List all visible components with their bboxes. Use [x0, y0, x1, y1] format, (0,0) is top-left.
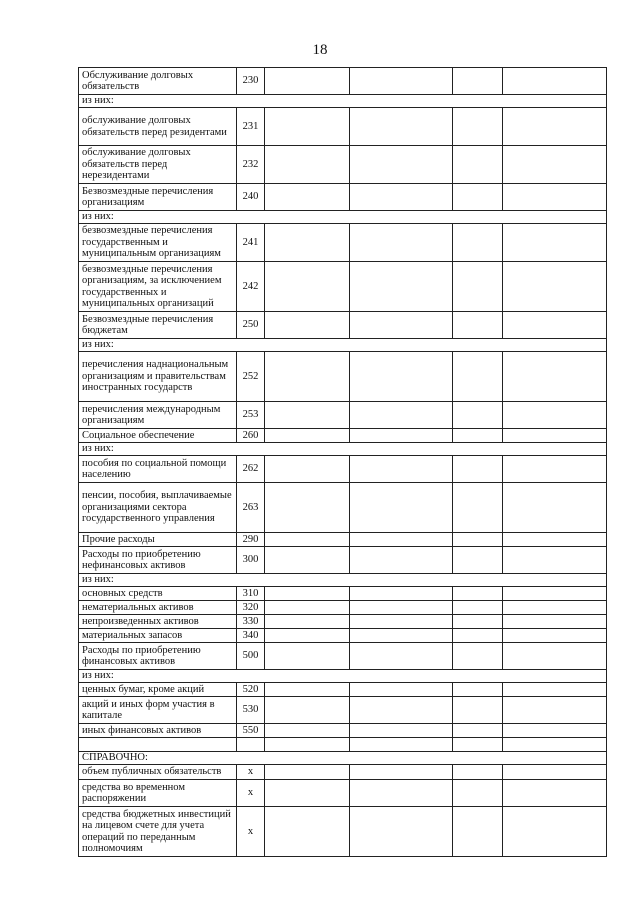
value-cell: [503, 547, 607, 574]
value-cell: [265, 683, 350, 697]
section-subheader-row: [79, 574, 607, 587]
row-code: 253: [237, 402, 265, 429]
table-row: [79, 262, 607, 312]
row-name: пенсии, пособия, выплачиваемые организациями сектора государственного управления: [79, 483, 237, 533]
value-cell: [503, 184, 607, 211]
row-name: безвозмездные перечисления организациям, за исключением государственных и муниципальных организаций: [79, 262, 237, 312]
table-row: [79, 587, 607, 601]
row-name: Прочие расходы: [79, 533, 237, 547]
row-code: 250: [237, 312, 265, 339]
table-row: [79, 601, 607, 615]
row-name: Обслуживание долговых обязательств: [79, 68, 237, 95]
row-code: x: [237, 765, 265, 780]
value-cell: [350, 765, 453, 780]
table-row: [79, 184, 607, 211]
value-cell: [453, 352, 503, 402]
value-cell: [503, 483, 607, 533]
value-cell: [503, 108, 607, 146]
row-subheader: из них:: [79, 443, 607, 456]
value-cell: [350, 601, 453, 615]
value-cell: [453, 533, 503, 547]
value-cell: [265, 429, 350, 443]
value-cell: [265, 533, 350, 547]
row-code: 240: [237, 184, 265, 211]
row-name: нематериальных активов: [79, 601, 237, 615]
value-cell: [503, 402, 607, 429]
row-code: x: [237, 780, 265, 807]
section-subheader-row: [79, 752, 607, 765]
table-body: [79, 68, 607, 857]
page-number: 18: [312, 42, 328, 58]
value-cell: [453, 738, 503, 752]
value-cell: [350, 533, 453, 547]
row-code: 310: [237, 587, 265, 601]
row-subheader: из них:: [79, 211, 607, 224]
row-name: Расходы по приобретению нефинансовых активов: [79, 547, 237, 574]
value-cell: [503, 224, 607, 262]
value-cell: [350, 807, 453, 857]
value-cell: [453, 601, 503, 615]
value-cell: [350, 780, 453, 807]
table-row: [79, 765, 607, 780]
table-row: [79, 807, 607, 857]
section-subheader-row: [79, 95, 607, 108]
value-cell: [503, 697, 607, 724]
table-row: [79, 697, 607, 724]
value-cell: [453, 224, 503, 262]
value-cell: [453, 780, 503, 807]
row-code: 290: [237, 533, 265, 547]
row-code: 530: [237, 697, 265, 724]
row-subheader: из них:: [79, 339, 607, 352]
expenses-table: [78, 67, 607, 857]
section-subheader-row: [79, 339, 607, 352]
row-code: 330: [237, 615, 265, 629]
table-row: [79, 547, 607, 574]
row-name: средства бюджетных инвестиций на лицевом счете для учета операций по переданным полномочиям: [79, 807, 237, 857]
value-cell: [350, 352, 453, 402]
value-cell: [265, 402, 350, 429]
table-row: [79, 533, 607, 547]
value-cell: [453, 68, 503, 95]
value-cell: [503, 312, 607, 339]
row-code: x: [237, 807, 265, 857]
value-cell: [503, 429, 607, 443]
value-cell: [265, 587, 350, 601]
row-code: 262: [237, 456, 265, 483]
row-code: 260: [237, 429, 265, 443]
value-cell: [503, 146, 607, 184]
value-cell: [350, 643, 453, 670]
value-cell: [350, 146, 453, 184]
value-cell: [265, 780, 350, 807]
value-cell: [453, 765, 503, 780]
value-cell: [453, 456, 503, 483]
value-cell: [350, 68, 453, 95]
value-cell: [265, 547, 350, 574]
value-cell: [503, 68, 607, 95]
value-cell: [265, 68, 350, 95]
value-cell: [503, 780, 607, 807]
row-code: 320: [237, 601, 265, 615]
row-code: 252: [237, 352, 265, 402]
table-row: [79, 146, 607, 184]
value-cell: [503, 533, 607, 547]
value-cell: [350, 184, 453, 211]
value-cell: [503, 352, 607, 402]
value-cell: [453, 262, 503, 312]
value-cell: [350, 262, 453, 312]
value-cell: [265, 724, 350, 738]
value-cell: [503, 601, 607, 615]
table-row: [79, 615, 607, 629]
row-code: 231: [237, 108, 265, 146]
value-cell: [350, 683, 453, 697]
row-name: непроизведенных активов: [79, 615, 237, 629]
value-cell: [503, 615, 607, 629]
row-name: безвозмездные перечисления государственным и муниципальным организациям: [79, 224, 237, 262]
value-cell: [453, 643, 503, 670]
row-code: 500: [237, 643, 265, 670]
row-name: Социальное обеспечение: [79, 429, 237, 443]
row-code: 520: [237, 683, 265, 697]
table-row: [79, 429, 607, 443]
value-cell: [350, 312, 453, 339]
value-cell: [453, 724, 503, 738]
value-cell: [453, 429, 503, 443]
value-cell: [350, 429, 453, 443]
value-cell: [503, 587, 607, 601]
row-name: иных финансовых активов: [79, 724, 237, 738]
value-cell: [265, 483, 350, 533]
row-subheader: из них:: [79, 670, 607, 683]
table-row: [79, 643, 607, 670]
value-cell: [453, 807, 503, 857]
row-name: акций и иных форм участия в капитале: [79, 697, 237, 724]
table-row: [79, 68, 607, 95]
row-name: средства во временном распоряжении: [79, 780, 237, 807]
value-cell: [350, 456, 453, 483]
table-row: [79, 402, 607, 429]
value-cell: [503, 456, 607, 483]
value-cell: [350, 108, 453, 146]
value-cell: [503, 643, 607, 670]
table-row: [79, 780, 607, 807]
value-cell: [503, 807, 607, 857]
value-cell: [265, 456, 350, 483]
row-subheader: из них:: [79, 574, 607, 587]
table-row: [79, 724, 607, 738]
row-code: 300: [237, 547, 265, 574]
value-cell: [265, 765, 350, 780]
table-row: [79, 629, 607, 643]
value-cell: [265, 184, 350, 211]
value-cell: [350, 629, 453, 643]
value-cell: [503, 629, 607, 643]
value-cell: [453, 184, 503, 211]
value-cell: [265, 697, 350, 724]
value-cell: [453, 697, 503, 724]
row-name: обслуживание долговых обязательств перед нерезидентами: [79, 146, 237, 184]
row-name: объем публичных обязательств: [79, 765, 237, 780]
row-name: Безвозмездные перечисления организациям: [79, 184, 237, 211]
value-cell: [453, 615, 503, 629]
value-cell: [350, 483, 453, 533]
value-cell: [453, 547, 503, 574]
row-name: перечисления международным организациям: [79, 402, 237, 429]
value-cell: [265, 601, 350, 615]
row-code: 263: [237, 483, 265, 533]
value-cell: [350, 615, 453, 629]
value-cell: [453, 587, 503, 601]
value-cell: [265, 224, 350, 262]
row-name: обслуживание долговых обязательств перед резидентами: [79, 108, 237, 146]
value-cell: [503, 683, 607, 697]
value-cell: [350, 738, 453, 752]
value-cell: [265, 312, 350, 339]
value-cell: [503, 262, 607, 312]
value-cell: [453, 629, 503, 643]
table-row: [79, 738, 607, 752]
value-cell: [350, 547, 453, 574]
value-cell: [503, 724, 607, 738]
value-cell: [350, 724, 453, 738]
table-row: [79, 108, 607, 146]
row-name: [79, 738, 237, 752]
value-cell: [265, 807, 350, 857]
value-cell: [453, 402, 503, 429]
row-code: 340: [237, 629, 265, 643]
row-name: ценных бумаг, кроме акций: [79, 683, 237, 697]
value-cell: [265, 615, 350, 629]
value-cell: [265, 146, 350, 184]
row-code: 230: [237, 68, 265, 95]
value-cell: [453, 483, 503, 533]
table-row: [79, 483, 607, 533]
table-row: [79, 456, 607, 483]
value-cell: [453, 312, 503, 339]
row-name: перечисления наднациональным организациям и правительствам иностранных государств: [79, 352, 237, 402]
value-cell: [350, 587, 453, 601]
section-subheader-row: [79, 211, 607, 224]
row-code: 232: [237, 146, 265, 184]
row-name: материальных запасов: [79, 629, 237, 643]
value-cell: [350, 697, 453, 724]
value-cell: [453, 146, 503, 184]
row-code: 242: [237, 262, 265, 312]
value-cell: [503, 738, 607, 752]
row-subheader: СПРАВОЧНО:: [79, 752, 607, 765]
section-subheader-row: [79, 670, 607, 683]
table-row: [79, 224, 607, 262]
table-row: [79, 352, 607, 402]
value-cell: [265, 352, 350, 402]
value-cell: [265, 108, 350, 146]
section-subheader-row: [79, 443, 607, 456]
table-row: [79, 312, 607, 339]
row-name: пособия по социальной помощи населению: [79, 456, 237, 483]
row-name: основных средств: [79, 587, 237, 601]
row-name: Расходы по приобретению финансовых активов: [79, 643, 237, 670]
row-subheader: из них:: [79, 95, 607, 108]
value-cell: [453, 683, 503, 697]
row-code: [237, 738, 265, 752]
table-row: [79, 683, 607, 697]
value-cell: [453, 108, 503, 146]
value-cell: [265, 262, 350, 312]
value-cell: [350, 224, 453, 262]
value-cell: [265, 738, 350, 752]
row-code: 550: [237, 724, 265, 738]
value-cell: [350, 402, 453, 429]
value-cell: [265, 629, 350, 643]
row-name: Безвозмездные перечисления бюджетам: [79, 312, 237, 339]
value-cell: [265, 643, 350, 670]
value-cell: [503, 765, 607, 780]
row-code: 241: [237, 224, 265, 262]
